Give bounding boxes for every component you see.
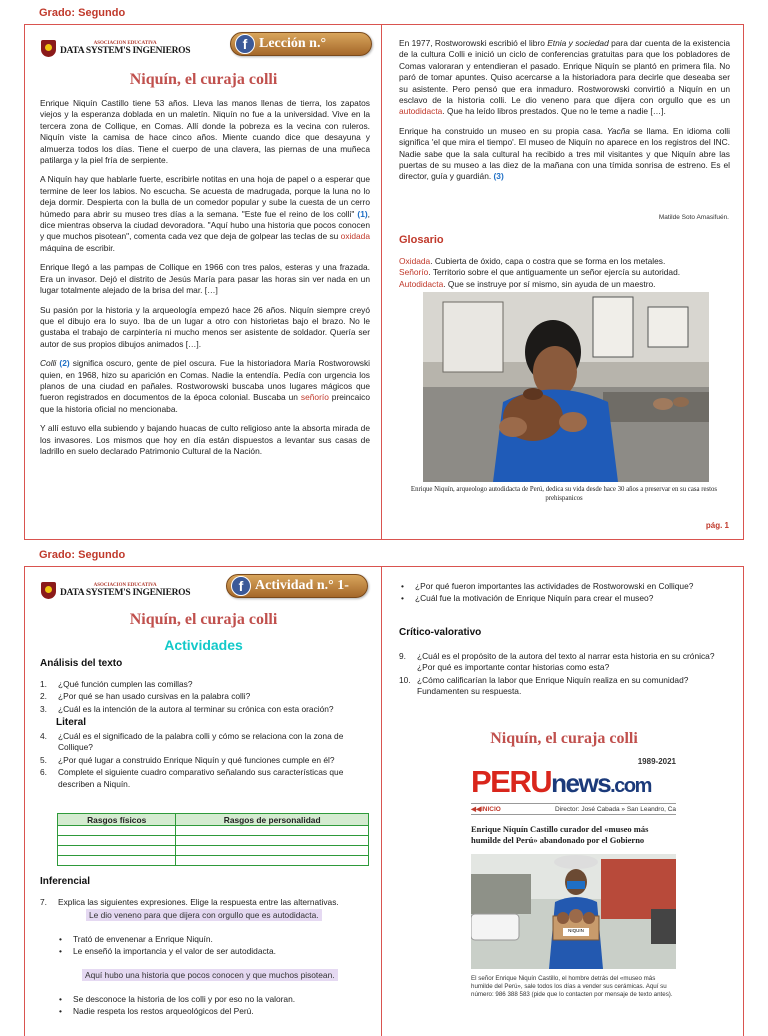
school-logo [41,582,190,599]
glossary-term: Señorío [399,267,429,278]
question-text: Explica las siguientes expresiones. Elige la respuesta entre las alternativas. [58,897,339,907]
author-signature: Matilde Soto Amasifuén. [658,214,729,221]
news-years: 1989-2021 [637,757,676,766]
ribbon-label: Lección n.° [259,36,327,51]
question-text: ¿Qué función cumplen las comillas? [58,679,193,689]
news-director: Director: José Cabada » San Leandro, Ca [554,805,676,813]
paragraph [40,358,370,415]
school-logo [41,40,190,57]
footnote-ref: (2) [59,358,70,369]
logo-peru: PERU [471,764,552,799]
paragraph-text: significa oscuro, gente de piel oscura. Fue la historiadora María Rostworowski quien, en 1968, hizo su aparición en Comas. Nadie la entendía. Pedía con urgencia los planos de una ciudad en pañales. Rostworowski buscaba unos lugares mágicos que fueron registrados en documentos de la época colonial. Buscaba un [40,358,371,403]
section-heading-literal: Literal [56,717,87,728]
section-heading-analysis: Análisis del texto [40,658,123,669]
question-text: Complete el siguiente cuadro comparativo señalando sus características que describen a Niquín. [58,767,344,789]
logo-text: DATA SYSTEM'S INGENIEROS [60,46,191,56]
news-clipping [471,757,676,1027]
question-list [40,897,375,909]
question-number: 3. [40,703,47,714]
option-item[interactable]: • Trató de envenenar a Enrique Niquín. [57,934,367,945]
vendor-photo-illustration [471,854,676,969]
right-column [383,25,743,539]
paragraph-text: Enrique ha construido un museo en su propia casa. [399,125,607,136]
option-list [57,934,367,959]
glossary-word: oxidada [340,231,370,242]
glossary-def: . Cubierta de óxido, capa o costra que se forma en los metales. [430,256,666,266]
glossary-item [399,279,730,290]
news-nav-bar [471,803,676,815]
left-column [25,25,382,539]
news-caption: El señor Enrique Niquín Castillo, el hombre detrás del «museo más humilde del Perú», sale todos los días a vender sus cerámicas. Aquí su número: 986 388 583 (pide que lo contacten por mensaje de texto antes). [471,975,673,998]
section-heading-critical: Crítico-valorativo [399,627,482,638]
question-item [40,679,375,690]
right-column [383,567,743,1036]
table-header: Rasgos físicos [58,814,176,826]
question-number: 6. [40,767,47,778]
logo-text: DATA SYSTEM'S INGENIEROS [60,588,191,598]
paragraph: Su pasión por la historia y la arqueología empezó hace 26 años. Niquín siempre creyó que el dibujo era lo suyo. Iba de un lugar a otro con historietas bajo el brazo. No le gustaba el trabajo de carpintería ni mucho menos ser asistente de soldador. Quería ser autor de sus propios dibujos animados […]. [40,304,370,349]
facebook-icon[interactable]: f [235,34,255,54]
question-item [40,755,375,766]
footnote-ref: (3) [493,171,504,182]
news-home-link[interactable] [471,805,501,813]
question-item: • ¿Por qué fueron importantes las actividades de Rostworowski en Collique? [399,581,729,592]
table-cell[interactable] [58,826,176,836]
niquin-photo [423,292,709,482]
question-item [399,675,729,698]
page-title: Niquín, el curaja colli [129,71,278,88]
question-list [399,651,729,699]
glossary-word: autodidacta [399,106,443,117]
question-number: 1. [40,679,47,689]
paragraph: Enrique llegó a las pampas de Collique en 1966 con tres palos, esteras y una frazada. Era un invasor. Dejó el distrito de Jesús María para pasar las horas sin ver nada en un lugar totalmente alejado de la brisa del mar. […] [40,262,370,296]
question-bullets [399,581,729,606]
section-heading-inferential: Inferencial [40,876,91,887]
question-item [40,704,375,715]
glossary-title: Glosario [399,234,444,246]
glossary-term: Autodidacta [399,278,444,289]
table-cell[interactable] [58,836,176,846]
ribbon-label: Actividad n.° 1- [255,578,349,593]
question-item [40,767,375,790]
news-photo [471,854,676,969]
paragraph-text: A Niquín hay que hablarle fuerte, escribirle notitas en una hoja de papel o a esperar que termine de leer los labios. No escucha. Se acuesta de madrugada, porque la luna no lo deja dormir. Despierta con la bulla de un comedor popular y sube la cuesta de un cerro húmedo para abrir su museo tres días a la semana. "Este fue el reino de los colli" [40,174,370,219]
paragraph-text: , dice mientras observa la ciudad devoradora. "Aquí hubo una historia que pocos conocen y que muchos pisotean", comenta cada vez que deja de golpear las teclas de su [40,208,370,242]
news-section-title: Niquín, el curaja colli [490,730,638,747]
glossary-list [399,256,730,290]
home-link-label: INICIO [481,806,501,813]
paragraph: Y allí estuvo ella subiendo y bajando huacas de culto religioso ante la absorta mirada de los invasores. Los mismos que hoy en día están dispuestos a levantar sus casas de ladrillo en suelo declarado Patrimonio Cultural de la Nación. [40,423,370,456]
question-number: 7. [40,897,47,907]
back-arrows-icon: ◀◀ [471,806,481,813]
glossary-def: . Territorio sobre el que antiguamente un señor ejercía su autoridad. [428,267,681,278]
activity-ribbon [226,574,368,598]
question-item: • ¿Cuál fue la motivación de Enrique Niquín para crear el museo? [399,593,729,604]
facebook-icon[interactable]: f [231,576,251,596]
paragraph [40,174,370,254]
question-number: 9. [399,651,406,661]
paragraph [399,38,730,118]
question-item [40,691,375,702]
page-number: pág. 1 [705,521,729,530]
table-cell[interactable] [176,846,369,856]
paragraph-text: . Que ha leído libros prestados. Que no le teme a nadie […]. [442,106,666,117]
question-number: 5. [40,754,47,765]
grade-label: Grado: Segundo [39,7,126,19]
option-item[interactable]: • Le enseñó la importancia y el valor de ser autodidacta. [57,946,367,957]
question-text: ¿Cómo calificarían la labor que Enrique Niquín realiza en su comunidad? Fundamenten su respuesta. [417,674,689,697]
logo-top-text: ASOCIACION EDUCATIVA [93,41,157,46]
question-number: 4. [40,731,47,741]
option-item[interactable]: • Se desconoce la historia de los colli y por eso no la valoran. [57,994,367,1005]
potter-photo-illustration [423,292,709,482]
expression-highlight: Le dio veneno para que dijera con orgullo que es autodidacta. [86,909,322,921]
question-number: 10. [399,674,411,685]
paragraph-text: máquina de escribir. [40,242,115,253]
glossary-item [399,256,730,267]
table-cell[interactable] [58,846,176,856]
table-cell[interactable] [176,826,369,836]
chronicle-right-text [399,38,730,191]
question-text: ¿Cuál es el propósito de la autora del texto al narrar esta historia en su crónica? ¿Por qué es importante contar historias como esta? [417,651,715,673]
lesson-ribbon [230,32,372,56]
activity-page [24,566,744,1036]
paragraph [399,126,730,183]
vendor-sign: NIQUIN [568,928,584,933]
traits-table [57,813,369,866]
question-item [40,731,375,754]
shield-icon [41,582,56,599]
glossary-term: Oxidada [399,256,431,266]
left-column [25,567,382,1036]
logo-com: .com [610,775,651,797]
table-cell[interactable] [58,856,176,866]
option-item[interactable]: • Nadie respeta los restos arqueológicos del Perú. [57,1006,367,1017]
option-list [57,994,367,1019]
table-cell[interactable] [176,836,369,846]
book-title: Etnia y sociedad [547,38,609,48]
paragraph-text: preincaico que la historia oficial no mencionaba. [40,392,370,414]
italic-word: Yacña [606,125,630,136]
question-text: ¿Por qué se han usado cursivas en la palabra colli? [58,691,251,702]
paragraph-text: se llama. En idioma colli significa 'el que mira el tiempo'. El museo de Niquín no aparece en los registros del INC. Nadie sabe que la sala cultural ha recibido a tres mil visitantes y que Niquín abre las puertas de su museo a las diez de la mañana con una tímida sonrisa de estreno. Es el director, guía y guardián. [399,125,730,182]
glossary-item [399,267,730,278]
question-list [40,679,375,716]
glossary-def: . Que se instruye por sí mismo, sin ayuda de un maestro. [443,278,656,289]
italic-word: Colli [40,358,57,369]
news-headline: Enrique Niquín Castillo curador del «museo más humilde del Perú» abandonado por el Gobierno [471,824,649,845]
paragraph-text: En 1977, Rostworowski escribió el libro [399,38,548,48]
question-text: ¿Cuál es la intención de la autora al terminar su crónica con esta oración? [58,703,334,714]
table-cell[interactable] [176,856,369,866]
question-text: ¿Por qué lugar a construido Enrique Niquín y qué funciones cumple en él? [58,754,335,765]
question-list [40,731,375,791]
news-logo [471,766,676,802]
paragraph-text: para dar cuenta de la existencia de la cultura Colli e inició un ciclo de conferencias gratuitas para que los pobladores de Comas valoraran y entendieran el pasado. Enrique Niquín se plantó en primera fila. No paró de tomar apuntes. Quiso acercarse a la historiadora para decirle que deseaba ser su asistente. Pero pensó que era inmaduro. Rostworowski convirtió a Niquín en un esclavo de la historia colli. Le dio veneno para que dijera con orgullo que es un [399,38,730,106]
lesson-page [24,24,744,540]
question-item [399,651,729,674]
expression-highlight: Aquí hubo una historia que pocos conocen y que muchos pisotean. [82,969,338,981]
logo-top-text: ASOCIACION EDUCATIVA [93,583,157,588]
paragraph: Enrique Niquín Castillo tiene 53 años. Lleva las manos llenas de tierra, los zapatos viejos y la esperanza doblada en un maletín. Niquín no fue a la universidad. Vive en la tercera zona de Collique, en Comas. Allí donde la pobreza es la vecina con ruleros. Niquín viste la camisa de hace cinco años. Miente cuando dice que desayuna y almuerza todos los días. Tiene el cuerpo de una clavera, las piernas de una muñeca patilarga y la piel fría de serpiente. [40,98,370,166]
question-text: ¿Cuál es el significado de la palabra colli y cómo se relaciona con la zona de Collique? [58,731,344,753]
chronicle-left-text [40,98,370,465]
glossary-word: señorío [300,392,329,403]
activities-subtitle: Actividades [164,637,243,653]
question-number: 2. [40,691,47,702]
question-item [40,897,375,908]
page-title: Niquín, el curaja colli [129,611,278,628]
photo-caption: Enrique Niquín, arqueologo autodidacta de Perú, dedica su vida desde hace 30 años a preservar en su casa restos prehispanicos [410,486,718,502]
grade-label: Grado: Segundo [39,549,126,561]
shield-icon [41,40,56,57]
footnote-ref: (1) [357,208,368,219]
table-header: Rasgos de personalidad [176,814,369,826]
logo-news: news [551,768,611,798]
